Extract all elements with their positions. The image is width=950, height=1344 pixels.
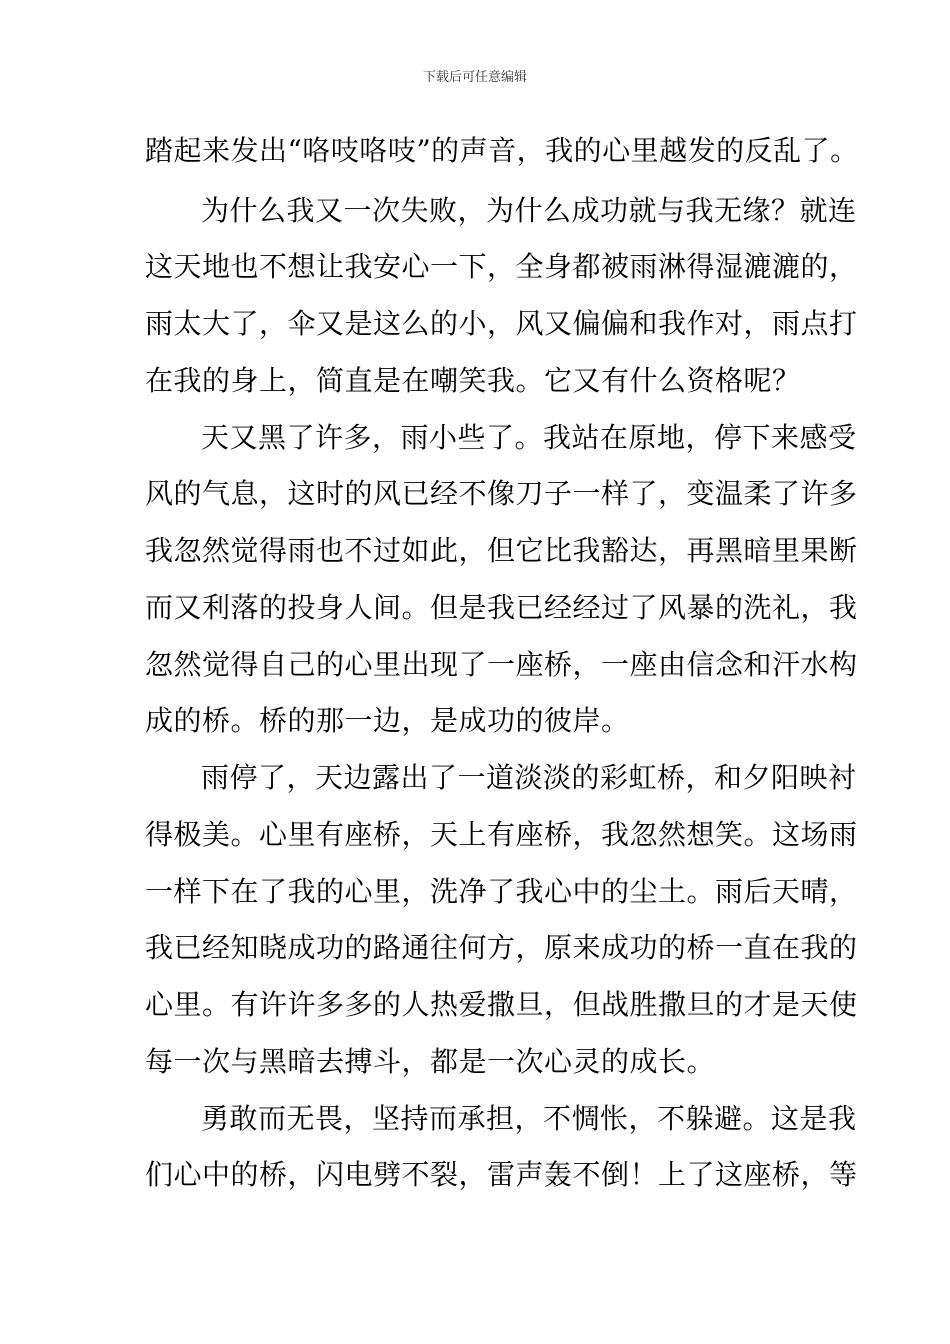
- text-line: 雨太大了，伞又是这么的小，风又偏偏和我作对，雨点打: [145, 307, 858, 340]
- text-line: 每一次与黑暗去搏斗，都是一次心灵的成长。: [145, 1045, 716, 1078]
- text-line: 得极美。心里有座桥，天上有座桥，我忽然想笑。这场雨: [145, 818, 858, 851]
- paragraph-first-line: 勇敢而无畏，坚持而承担，不惆怅，不躲避。这是我: [201, 1102, 857, 1135]
- text-line: 这天地也不想让我安心一下，全身都被雨淋得湿漉漉的，: [145, 250, 858, 283]
- text-line: 风的气息，这时的风已经不像刀子一样了，变温柔了许多: [145, 477, 858, 510]
- text-line: 心里。有许许多多的人热爱撒旦，但战胜撒旦的才是天使: [145, 988, 858, 1021]
- paragraph-first-line: 天又黑了许多，雨小些了。我站在原地，停下来感受: [201, 421, 857, 454]
- text-line: 们心中的桥，闪电劈不裂，雷声轰不倒！上了这座桥，等: [145, 1158, 858, 1191]
- text-line: 我已经知晓成功的路通往何方，原来成功的桥一直在我的: [145, 931, 858, 964]
- paragraph-first-line: 雨停了，天边露出了一道淡淡的彩虹桥，和夕阳映衬: [201, 761, 857, 794]
- paragraph-first-line: 为什么我又一次失败，为什么成功就与我无缘？就连: [201, 194, 857, 227]
- page-header: 下载后可任意编辑: [422, 70, 527, 85]
- text-line: 忽然觉得自己的心里出现了一座桥，一座由信念和汗水构: [145, 648, 858, 681]
- text-line: 我忽然觉得雨也不过如此，但它比我豁达，再黑暗里果断: [145, 534, 858, 567]
- text-line: 在我的身上，简直是在嘲笑我。它又有什么资格呢？: [145, 364, 801, 397]
- text-line: 成的桥。桥的那一边，是成功的彼岸。: [145, 704, 630, 737]
- text-line: 而又利落的投身人间。但是我已经经过了风暴的洗礼，我: [145, 591, 858, 624]
- text-line: 一样下在了我的心里，洗净了我心中的尘土。雨后天晴，: [145, 875, 858, 908]
- text-line: 踏起来发出“咯吱咯吱”的声音，我的心里越发的反乱了。: [145, 134, 859, 167]
